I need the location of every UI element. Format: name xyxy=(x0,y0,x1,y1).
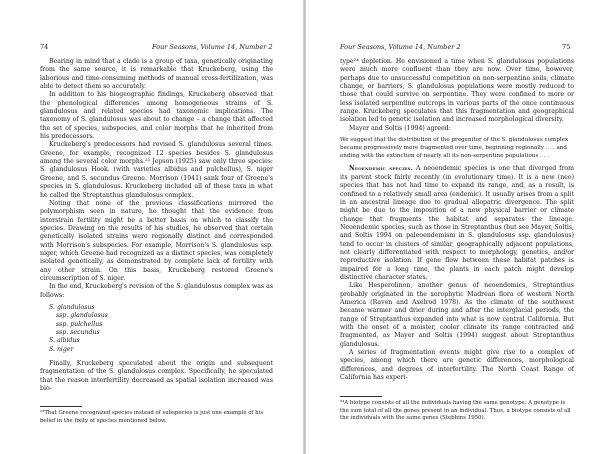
right-paragraph-1-text: A neoendemic species is one that diverged from its parent stock fairly recently (in evolutionary time). It is a new (neo) species that has not had time to expand its range, and, as a result, is confined to a relatively small area (endemic). It usually arises from a split in an ancestral lineage due to gradual allopatric divergence. The split might be due to the imposition of a new physical barrier or climate change that fragments the habitat and separates the lineage. Neoendemic species, such as those in Streptanthus (but see Mayer, Soltis, and Soltis 1994 on paleoendemism in S. glandulosus ssp. glandulosus) tend to occur in clusters of similar, geographically adjacent populations, not clearly differentiated with respect to morphology, genetics, and/or reproductive isolation. If gene flow between these habitat patches is impaired for a long time, the plants in each patch might develop distinctive character states. xyxy=(340,165,574,281)
right-opening-paragraph: type²⁴ depletion. He envisioned a time when S. glandulosus populations were much more confluent than they are now. Over time, however, perhaps due to unsuccessful competition on non-serpentine soils, climate change, or barriers, S. glandulosus populations were mostly reduced to those that could survive on serpentine. They were confined to more or less isolated serpentine outcrops in various parts of the once continuous range. Kruckeberg speculates that this fragmentation and geographical isolation led to genetic isolation and increased morphological diversity. xyxy=(340,58,574,124)
taxon-entry: S. niger xyxy=(49,345,74,353)
right-page-number: 75 xyxy=(562,43,571,51)
left-footnote: ²³That Greene recognized species instead of subspecies is just one example of his belief in the fixity of species mentioned below. xyxy=(40,410,264,424)
right-page xyxy=(306,0,610,454)
left-running-head: Four Seasons, Volume 14, Number 2 xyxy=(152,43,273,51)
taxa-list xyxy=(40,304,273,354)
right-paragraph-3: A series of fragmentation events might give rise to a complex of species, among which there are genetic differences, morphological differences, and degrees of interfertility. The North Coast Range of California has experi- xyxy=(340,349,574,382)
taxon-entry: ssp. pulchellus xyxy=(56,320,103,328)
taxon-entry: S. albidus xyxy=(49,337,80,345)
right-intro-line: Mayer and Soltis (1994) agreed: xyxy=(349,124,451,132)
right-body xyxy=(340,58,574,382)
left-paragraph-5: In the end, Kruckeberg's revision of the S. glandulosus complex was as follows: xyxy=(40,283,273,299)
taxon-entry: S. glandulosus xyxy=(49,303,95,311)
footnote-rule xyxy=(340,396,382,397)
right-footnote: ²⁴A biotype consists of all the individuals having the same genotype. A genotype is the sum total of all the genes present in an individual. Thus, a biotype consists of all the individuals with the same genes (Stebbins 1950). xyxy=(340,400,571,422)
taxon-entry: ssp. secundus xyxy=(56,329,100,336)
section-lead: Neoendemic species. xyxy=(349,165,413,173)
left-paragraph-1: Bearing in mind that a clade is a group of taxa, genetically originating from the same source, it is remarkable that Kruckeberg, using the laborious and time-consuming methods of manual cross-fertilization, was able to detect them so accurately. xyxy=(40,58,273,91)
right-footnote-block xyxy=(340,396,574,423)
left-page xyxy=(0,0,304,454)
left-paragraph-4: Noting that none of the previous classifications mirrored the polymorphism seen in nature, he thought that the evidence from interstrain fertility might be a better basis on which to classify the species. Drawing on the results of his studies, he observed that certain genetically isolated strains were regionally distinct and corresponded with Morrison's subspecies. For example, Morrison's S. glandulosus ssp. niger, which Greene had recognized as a distinct species, was completely isolated genetically, as demonstrated by complete lack of fertility with any other strain. On this basis, Kruckeberg restored Greene's circumscription of S. niger. xyxy=(40,199,273,282)
left-body xyxy=(40,58,273,393)
footnote-rule xyxy=(40,406,82,407)
block-quote: We suggest that the distribution of the progenitor of the S. glandulosus complex became progressively more fragmented over time, beginning regionally . . . and ending with the extinction of nearly all its non-serpentine populations . . . xyxy=(340,137,569,159)
right-paragraph-1 xyxy=(340,165,574,282)
taxon-entry: ssp. glandulosus xyxy=(56,312,108,320)
left-paragraph-3: Kruckeberg's predecessors had revised S. glandulosus several times. Greene, for example, recognized 12 species besides S. glandulosus among the several color morphs.²³ Jepson (1925) saw only three species: S. glandulosus Hook. (with varieties albidus and pulchellus), S. niger Greene, and S. secundus Greene. Morrison (1941) sank four of Greene's species in S. glandulosus. Kruckeberg included all of these taxa in what he called the Streptanthus glandulosus complex. xyxy=(40,141,273,199)
left-page-number: 74 xyxy=(40,43,49,51)
right-running-head: Four Seasons, Volume 14, Number 2 xyxy=(340,43,461,51)
right-paragraph-2: Like Hesperolinon, another genus of neoendemics, Streptanthus probably originated in the xerophytic Madrean flora of western North America (Raven and Axelrod 1978). As the climate of the southwest became warmer and drier during and after the interglacial periods, the range of Streptanthus expanded into what is now central California. But with the onset of a moister, cooler climate its range contracted and fragmented, as Mayer and Soltis (1994) suggest about Streptanthus glandulosus. xyxy=(340,282,574,348)
left-footnote-block xyxy=(40,406,273,425)
left-closing-paragraph: Finally, Kruckeberg speculated about the origin and subsequent fragmentation of the S. glandulosus complex. Specifically, he speculated that the reason interfertility decreased as spatial isolation increased was bio- xyxy=(40,360,273,393)
left-paragraph-2: In addition to his biogeographic findings, Kruckeberg observed that the phenological differences among homogeneous strains of S. glandulosus and related species had taxonomic implications. The taxonomy of S. glandulosus was about to change – a change that affected the set of species, subspecies, and color morphs that he inherited from his predecessors. xyxy=(40,91,273,141)
